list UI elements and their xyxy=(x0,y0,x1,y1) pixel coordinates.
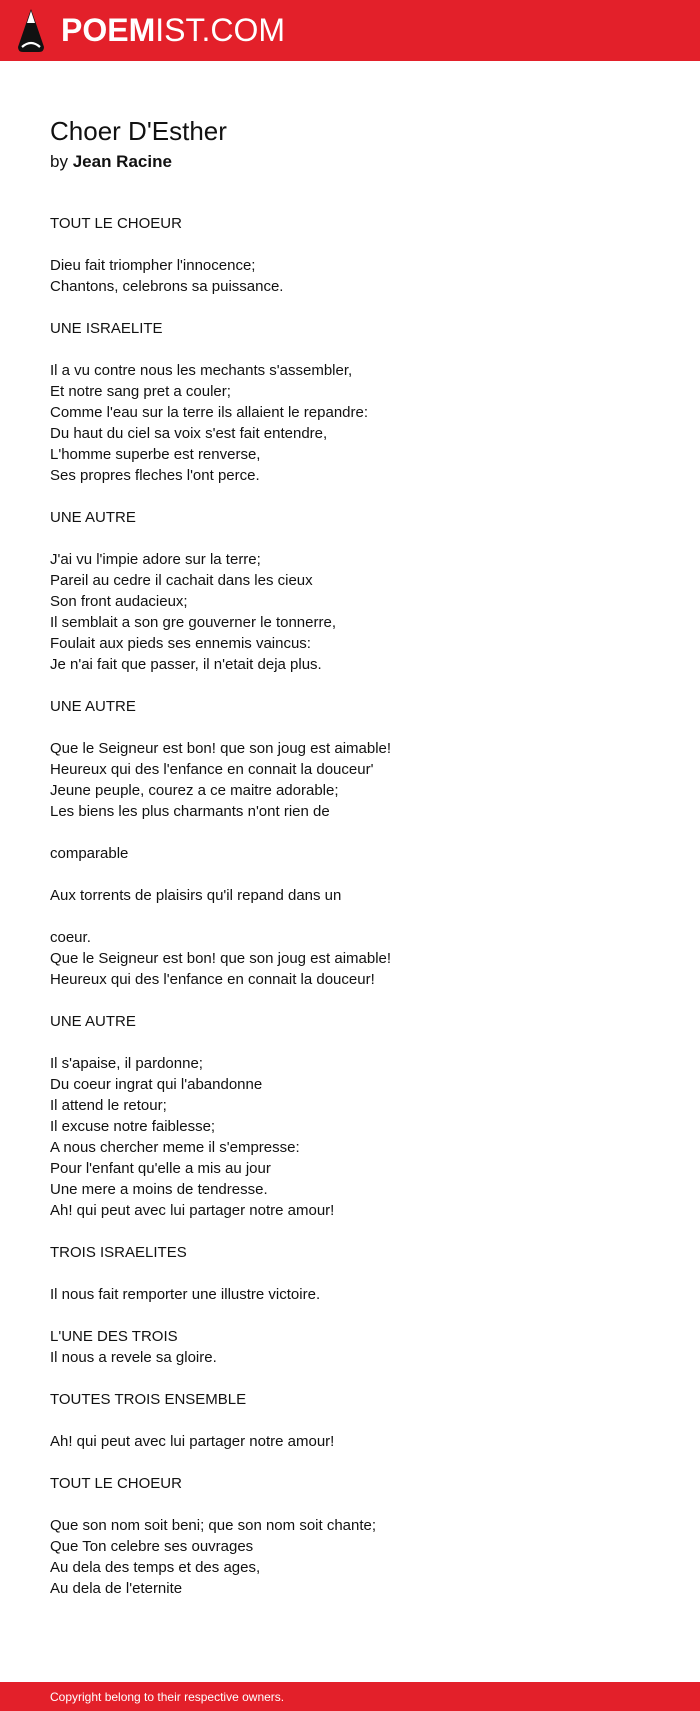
stanza-gap xyxy=(50,1221,650,1242)
logo-bold-text: POEM xyxy=(61,12,156,48)
stanza-gap xyxy=(50,528,650,549)
stanza-gap xyxy=(50,339,650,360)
stanza-gap xyxy=(50,1410,650,1431)
poem-line: Il nous fait remporter une illustre victoire. xyxy=(50,1286,321,1303)
poem-line: Pour l'enfant qu'elle a mis au jour xyxy=(50,1160,271,1177)
poem-line: L'homme superbe est renverse, xyxy=(50,446,261,463)
stanza-gap xyxy=(50,1032,650,1053)
poem-line: Heureux qui des l'enfance en connait la douceur! xyxy=(50,971,375,988)
poem-line: Il attend le retour; xyxy=(50,1097,167,1114)
poem-line: Au dela de l'eternite xyxy=(50,1580,183,1597)
poem-line: Que le Seigneur est bon! que son joug est aimable! xyxy=(50,950,392,967)
poem-title: Choer D'Esther xyxy=(50,116,227,146)
poem-line: TROIS ISRAELITES xyxy=(50,1244,187,1261)
poem-content xyxy=(50,112,650,1599)
poem-line: J'ai vu l'impie adore sur la terre; xyxy=(50,551,261,568)
author-name: Jean Racine xyxy=(72,152,172,171)
stanza-gap xyxy=(50,486,650,507)
poem-line: Il excuse notre faiblesse; xyxy=(50,1118,216,1135)
stanza-gap xyxy=(50,297,650,318)
by-prefix: by xyxy=(50,152,68,171)
poem-line: Et notre sang pret a couler; xyxy=(50,383,231,400)
poem-line: Une mere a moins de tendresse. xyxy=(50,1181,268,1198)
stanza-gap xyxy=(50,1368,650,1389)
poem-line: comparable xyxy=(50,845,129,862)
poem-line: coeur. xyxy=(50,929,91,946)
poem-line: Que le Seigneur est bon! que son joug est aimable! xyxy=(50,740,392,757)
poem-line: UNE AUTRE xyxy=(50,509,136,526)
pen-nib-icon[interactable] xyxy=(18,9,44,52)
stanza-gap xyxy=(50,864,650,885)
site-header xyxy=(0,0,700,61)
poem-line: Pareil au cedre il cachait dans les cieux xyxy=(50,572,313,589)
poem-line: Foulait aux pieds ses ennemis vaincus: xyxy=(50,635,311,652)
poem-line: Que Ton celebre ses ouvrages xyxy=(50,1538,254,1555)
poem-line: Il s'apaise, il pardonne; xyxy=(50,1055,203,1072)
poem-line: Jeune peuple, courez a ce maitre adorable; xyxy=(50,782,339,799)
poem-line: Chantons, celebrons sa puissance. xyxy=(50,278,284,295)
stanza-gap xyxy=(50,1305,650,1326)
poem-line: Ah! qui peut avec lui partager notre amour! xyxy=(50,1433,335,1450)
logo-light-text: IST.COM xyxy=(155,12,286,48)
poem-line: Ses propres fleches l'ont perce. xyxy=(50,467,260,484)
poem-line: A nous chercher meme il s'empresse: xyxy=(50,1139,300,1156)
stanza-gap xyxy=(50,822,650,843)
stanza-gap xyxy=(50,675,650,696)
poem-line: Il nous a revele sa gloire. xyxy=(50,1349,217,1366)
stanza-gap xyxy=(50,990,650,1011)
poem-line: Que son nom soit beni; que son nom soit chante; xyxy=(50,1517,377,1534)
poem-line: UNE AUTRE xyxy=(50,1013,136,1030)
poem-line: Heureux qui des l'enfance en connait la douceur' xyxy=(50,761,374,778)
poem-line: Son front audacieux; xyxy=(50,593,188,610)
poem-line: Les biens les plus charmants n'ont rien de xyxy=(50,803,330,820)
poem-line: Du coeur ingrat qui l'abandonne xyxy=(50,1076,263,1093)
stanza-gap xyxy=(50,717,650,738)
poem-line: Du haut du ciel sa voix s'est fait entendre, xyxy=(50,425,328,442)
site-logo[interactable] xyxy=(61,10,285,50)
stanza-gap xyxy=(50,906,650,927)
poem-line: Il a vu contre nous les mechants s'assembler, xyxy=(50,362,353,379)
copyright-text: Copyright belong to their respective owners. xyxy=(50,1690,285,1704)
poem-line: L'UNE DES TROIS xyxy=(50,1328,178,1345)
poem-line: Aux torrents de plaisirs qu'il repand dans un xyxy=(50,887,342,904)
stanza-gap xyxy=(50,1452,650,1473)
poem-body xyxy=(50,213,650,1599)
poem-line: Je n'ai fait que passer, il n'etait deja plus. xyxy=(50,656,322,673)
poem-line: Au dela des temps et des ages, xyxy=(50,1559,261,1576)
poem-line: UNE AUTRE xyxy=(50,698,136,715)
poem-line: Dieu fait triompher l'innocence; xyxy=(50,257,256,274)
poem-line: Il semblait a son gre gouverner le tonnerre, xyxy=(50,614,336,631)
stanza-gap xyxy=(50,234,650,255)
poem-line: Ah! qui peut avec lui partager notre amour! xyxy=(50,1202,335,1219)
poem-line: UNE ISRAELITE xyxy=(50,320,163,337)
byline xyxy=(50,150,650,174)
poem-line: TOUTES TROIS ENSEMBLE xyxy=(50,1391,247,1408)
poem-line: Comme l'eau sur la terre ils allaient le repandre: xyxy=(50,404,369,421)
poem-line: TOUT LE CHOEUR xyxy=(50,215,182,232)
poem-line: TOUT LE CHOEUR xyxy=(50,1475,182,1492)
stanza-gap xyxy=(50,1263,650,1284)
site-footer xyxy=(0,1682,700,1711)
stanza-gap xyxy=(50,1494,650,1515)
